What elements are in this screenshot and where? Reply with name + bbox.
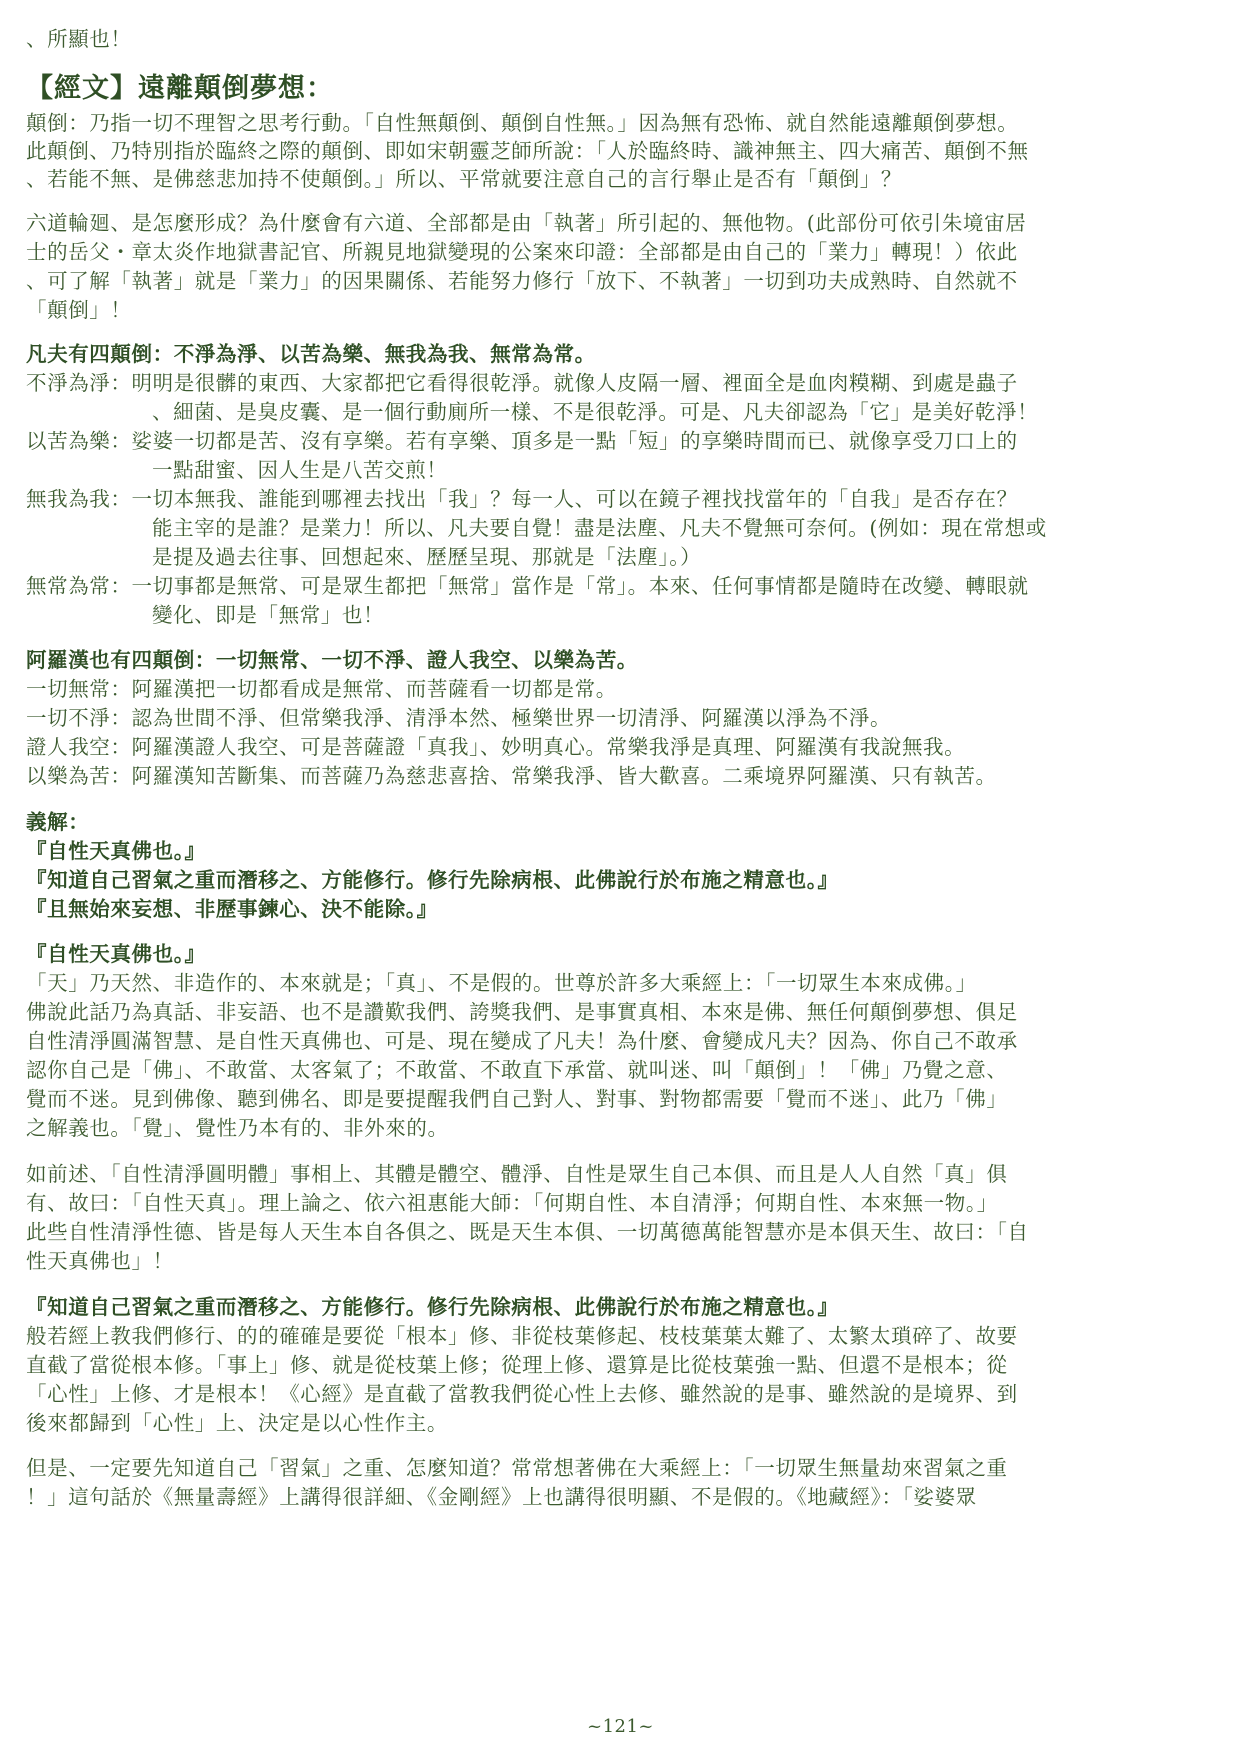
- text-line: 自性清淨圓滿智慧、是自性天真佛也、可是、現在變成了凡夫！為什麼、會變成凡夫？因為、你自己不敢承: [26, 1029, 1018, 1053]
- term-line: 證人我空：阿羅漢證人我空、可是菩薩證「真我」、妙明真心。常樂我淨是真理、阿羅漢有我說無我。: [26, 735, 966, 759]
- term-continuation: 一點甜蜜、因人生是八苦交煎！: [152, 458, 448, 482]
- text-line: 佛說此話乃為真話、非妄語、也不是讚歎我們、誇獎我們、是事實真相、本來是佛、無任何顛倒夢想、俱足: [26, 1000, 1018, 1024]
- term-line: 一切不淨：認為世間不淨、但常樂我淨、清淨本然、極樂世界一切清淨、阿羅漢以淨為不淨。: [26, 706, 892, 730]
- text-line: 「天」乃天然、非造作的、本來就是；「真」、不是假的。世尊於許多大乘經上：「一切眾生本來成佛。」: [26, 971, 977, 995]
- text-line: 顛倒：乃指一切不理智之思考行動。「自性無顛倒、顛倒自性無。」因為無有恐怖、就自然能遠離顛倒夢想。: [26, 111, 1019, 135]
- text-line: 後來都歸到「心性」上、決定是以心性作主。: [26, 1411, 448, 1435]
- text-line: 、若能不無、是佛慈悲加持不使顛倒。」所以、平常就要注意自己的言行舉止是否有「顛倒」？: [26, 167, 902, 191]
- text-line: 般若經上教我們修行、的的確確是要從「根本」修、非從枝葉修起、枝枝葉葉太難了、太繁太瑣碎了、故要: [26, 1324, 1018, 1348]
- text-line: 此顛倒、乃特別指於臨終之際的顛倒、即如宋朝靈芝師所說：「人於臨終時、識神無主、四大痛苦、顛倒不無: [26, 139, 1029, 163]
- text-line: 、所顯也！: [26, 27, 132, 51]
- page-number: ~121~: [586, 1716, 655, 1737]
- term-line: 一切無常：阿羅漢把一切都看成是無常、而菩薩看一切都是常。: [26, 677, 617, 701]
- term-line: 無我為我：一切本無我、誰能到哪裡去找出「我」？每一人、可以在鏡子裡找找當年的「自我」是否存在？: [26, 487, 1018, 511]
- text-line: 認你自己是「佛」、不敢當、太客氣了；不敢當、不敢直下承當、就叫迷、叫「顛倒」！「佛」乃覺之意、: [26, 1058, 1008, 1082]
- text-line: 「心性」上修、才是根本！《心經》是直截了當教我們從心性上去修、雖然說的是事、雖然說的是境界、到: [26, 1382, 1018, 1406]
- term-line: 以樂為苦：阿羅漢知苦斷集、而菩薩乃為慈悲喜捨、常樂我淨、皆大歡喜。二乘境界阿羅漢、只有執苦。: [26, 764, 997, 788]
- text-line: ！」這句話於《無量壽經》上講得很詳細、《金剛經》上也講得很明顯、不是假的。《地藏經》：「娑婆眾: [26, 1485, 977, 1509]
- text-line: 「顛倒」！: [26, 298, 132, 322]
- text-line: 此些自性清淨性德、皆是每人天生本自各俱之、既是天生本俱、一切萬德萬能智慧亦是本俱天生、故曰：「自: [26, 1220, 1029, 1244]
- text-line: 直截了當從根本修。「事上」修、就是從枝葉上修；從理上修、還算是比從枝葉強一點、但還不是根本；從: [26, 1353, 1008, 1377]
- text-line: 、可了解「執著」就是「業力」的因果關係、若能努力修行「放下、不執著」一切到功夫成熟時、自然就不: [26, 269, 1018, 293]
- text-line: 覺而不迷。見到佛像、聽到佛名、即是要提醒我們自己對人、對事、對物都需要「覺而不迷」、此乃「佛」: [26, 1087, 1008, 1111]
- text-line: 有、故曰：「自性天真」。理上論之、依六祖惠能大師：「何期自性、本自清淨；何期自性、本來無一物。」: [26, 1191, 998, 1215]
- subheading: 阿羅漢也有四顛倒：一切無常、一切不淨、證人我空、以樂為苦。: [26, 648, 638, 672]
- term-line: 以苦為樂：娑婆一切都是苦、沒有享樂。若有享樂、頂多是一點「短」的享樂時間而已、就像享受刀口上的: [26, 429, 1018, 453]
- term-continuation: 變化、即是「無常」也！: [152, 603, 385, 627]
- quote-line: 『自性天真佛也。』: [26, 839, 206, 863]
- quote-line: 『知道自己習氣之重而潛移之、方能修行。修行先除病根、此佛說行於布施之精意也。』: [26, 868, 839, 892]
- text-line: 六道輪廻、是怎麼形成？為什麼會有六道、全部都是由「執著」所引起的、無他物。(此部份可依引朱境宙居: [26, 211, 1027, 235]
- term-continuation: 是提及過去往事、回想起來、歷歷呈現、那就是「法塵」。）: [152, 545, 702, 569]
- quote-line: 『且無始來妄想、非歷事鍊心、決不能除。』: [26, 897, 438, 921]
- term-continuation: 、細菌、是臭皮囊、是一個行動廁所一樣、不是很乾淨。可是、凡夫卻認為「它」是美好乾淨！: [152, 400, 1039, 424]
- text-line: 但是、一定要先知道自己「習氣」之重、怎麼知道？常常想著佛在大乘經上：「一切眾生無量劫來習氣之重: [26, 1456, 1008, 1480]
- term-line: 無常為常：一切事都是無常、可是眾生都把「無常」當作是「常」。本來、任何事情都是隨時在改變、轉眼就: [26, 574, 1029, 598]
- term-continuation: 能主宰的是誰？是業力！所以、凡夫要自覺！盡是法塵、凡夫不覺無可奈何。(例如：現在常想或: [152, 516, 1047, 540]
- text-line: 士的岳父・章太炎作地獄書記官、所親見地獄變現的公案來印證：全部都是由自己的「業力」轉現！）依此: [26, 240, 1018, 264]
- subheading: 凡夫有四顛倒：不淨為淨、以苦為樂、無我為我、無常為常。: [26, 342, 596, 366]
- subheading: 『知道自己習氣之重而潛移之、方能修行。修行先除病根、此佛說行於布施之精意也。』: [26, 1295, 839, 1319]
- text-line: 性天真佛也」！: [26, 1249, 174, 1273]
- subheading: 『自性天真佛也。』: [26, 942, 206, 966]
- section-heading: 【經文】遠離顛倒夢想：: [26, 73, 334, 104]
- text-line: 之解義也。「覺」、覺性乃本有的、非外來的。: [26, 1116, 449, 1140]
- term-line: 不淨為淨：明明是很髒的東西、大家都把它看得很乾淨。就像人皮隔一層、裡面全是血肉糢糊、到處是蟲子: [26, 371, 1018, 395]
- text-line: 如前述、「自性清淨圓明體」事相上、其體是體空、體淨、自性是眾生自己本俱、而且是人人自然「真」俱: [26, 1162, 1008, 1186]
- subheading: 義解：: [26, 810, 90, 834]
